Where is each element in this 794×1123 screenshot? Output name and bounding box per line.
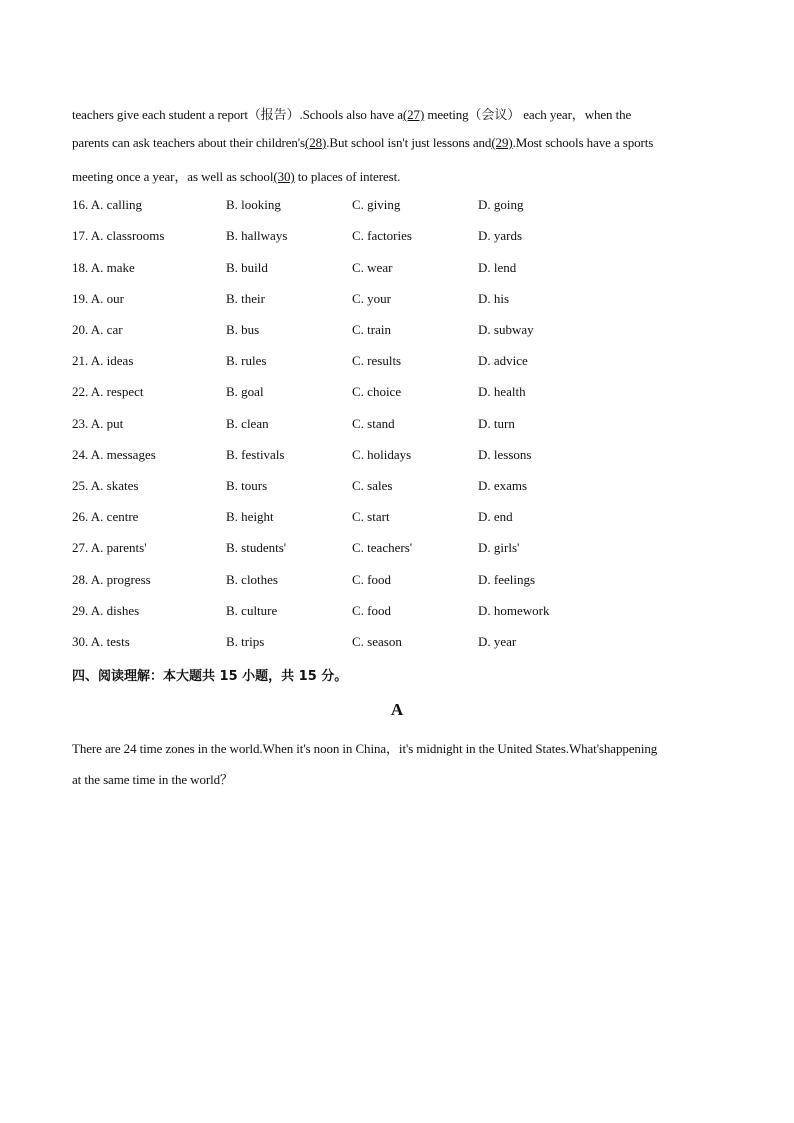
- passage-line-1: [72, 104, 631, 123]
- option-c: C. start: [352, 509, 390, 524]
- blank-28: (28): [305, 135, 327, 150]
- option-b: B. clean: [226, 416, 269, 431]
- passage-line-2: [72, 135, 653, 151]
- option-b: B. height: [226, 509, 274, 524]
- option-d: D. girls': [478, 540, 520, 555]
- passage-text: meeting（会议） each year，when the: [424, 107, 632, 122]
- option-b: B. clothes: [226, 572, 278, 587]
- option-c: C. food: [352, 603, 391, 618]
- option-d: D. subway: [478, 322, 534, 337]
- option-d: D. advice: [478, 353, 528, 368]
- option-d: D. exams: [478, 478, 528, 493]
- option-d: D. turn: [478, 416, 515, 431]
- option-c: C. teachers': [352, 540, 413, 555]
- option-a: 26. A. centre: [72, 509, 139, 524]
- option-d: D. feelings: [478, 572, 536, 587]
- passage-title: A: [390, 700, 404, 719]
- option-a: 21. A. ideas: [72, 353, 134, 368]
- option-a: 29. A. dishes: [72, 603, 140, 618]
- option-b: B. looking: [226, 197, 281, 212]
- option-c: C. stand: [352, 416, 395, 431]
- section-heading-reading: 四、阅读理解：本大题共 15 小题，共 15 分。: [72, 669, 348, 684]
- option-c: C. food: [352, 572, 391, 587]
- blank-29: (29): [491, 135, 513, 150]
- blank-30: (30): [273, 169, 295, 184]
- option-a: 28. A. progress: [72, 572, 151, 587]
- option-b: B. their: [226, 291, 265, 306]
- option-c: C. train: [352, 322, 391, 337]
- option-c: C. giving: [352, 197, 401, 212]
- option-b: B. rules: [226, 353, 267, 368]
- option-a: 23. A. put: [72, 416, 124, 431]
- passage-a-line-1: There are 24 time zones in the world.When it's noon in China，it's midnight in the United States.What'shappening: [72, 741, 658, 756]
- option-c: C. wear: [352, 260, 393, 275]
- option-a: 17. A. classrooms: [72, 228, 165, 243]
- option-a: 30. A. tests: [72, 634, 130, 649]
- option-c: C. season: [352, 634, 402, 649]
- blank-27: (27): [402, 107, 425, 122]
- option-b: B. festivals: [226, 447, 285, 462]
- option-b: B. goal: [226, 384, 264, 399]
- option-c: C. factories: [352, 228, 412, 243]
- option-b: B. students': [226, 540, 287, 555]
- option-c: C. results: [352, 353, 402, 368]
- passage-text: to places of interest.: [294, 169, 401, 184]
- option-b: B. hallways: [226, 228, 288, 243]
- option-a: 24. A. messages: [72, 447, 156, 462]
- option-a: 20. A. car: [72, 322, 123, 337]
- passage-text: .But school isn't just lessons and: [326, 135, 492, 150]
- option-d: D. lend: [478, 260, 517, 275]
- option-a: 19. A. our: [72, 291, 124, 306]
- option-d: D. homework: [478, 603, 550, 618]
- option-b: B. build: [226, 260, 268, 275]
- option-d: D. health: [478, 384, 526, 399]
- option-d: D. yards: [478, 228, 523, 243]
- option-b: B. culture: [226, 603, 278, 618]
- option-b: B. bus: [226, 322, 260, 337]
- passage-text: meeting once a year，as well as school: [72, 169, 274, 184]
- option-a: 16. A. calling: [72, 197, 143, 212]
- option-d: D. year: [478, 634, 517, 649]
- passage-text: .Most schools have a sports: [512, 135, 654, 150]
- option-c: C. choice: [352, 384, 402, 399]
- passage-a-line-2: at the same time in the world？: [72, 772, 233, 787]
- passage-text: parents can ask teachers about their children's: [72, 135, 305, 150]
- option-a: 18. A. make: [72, 260, 135, 275]
- passage-text: teachers give each student a report（报告）.Schools also have a: [72, 107, 403, 122]
- option-c: C. holidays: [352, 447, 412, 462]
- option-c: C. your: [352, 291, 391, 306]
- option-d: D. lessons: [478, 447, 532, 462]
- passage-line-3: [72, 166, 400, 185]
- option-d: D. his: [478, 291, 510, 306]
- option-a: 25. A. skates: [72, 478, 139, 493]
- option-d: D. end: [478, 509, 513, 524]
- option-a: 22. A. respect: [72, 384, 144, 399]
- option-a: 27. A. parents': [72, 540, 147, 555]
- option-d: D. going: [478, 197, 524, 212]
- option-c: C. sales: [352, 478, 393, 493]
- option-b: B. tours: [226, 478, 268, 493]
- option-b: B. trips: [226, 634, 265, 649]
